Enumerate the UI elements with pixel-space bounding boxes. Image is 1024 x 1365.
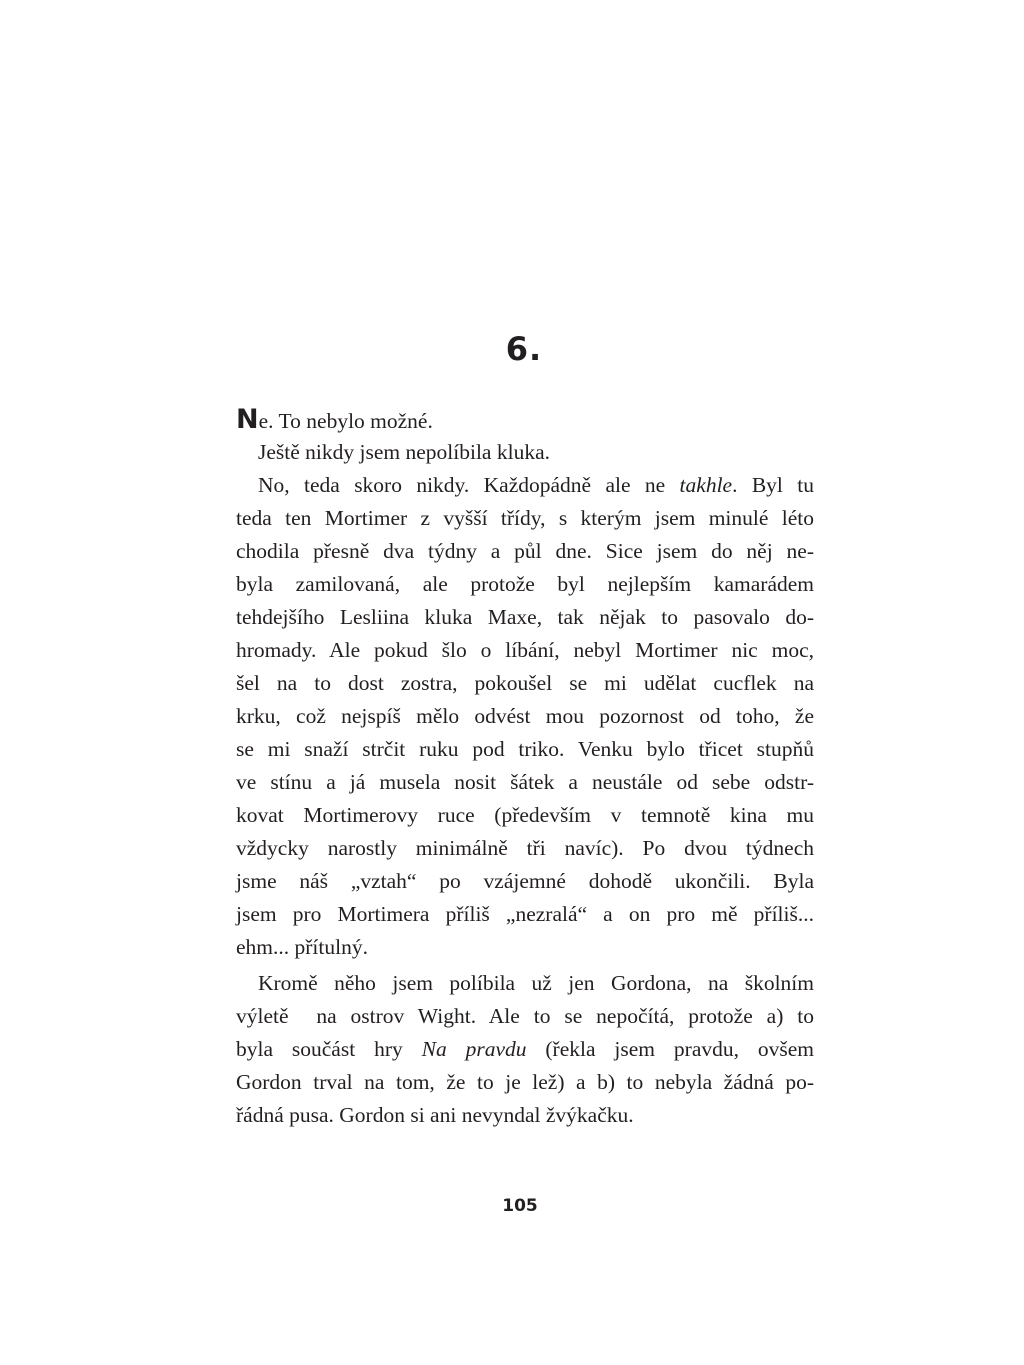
text-line bbox=[236, 766, 814, 799]
text-run: ve stínu a já musela nosit šátek a neustále od sebe odstr- bbox=[236, 770, 814, 794]
text-run: . Byl tu bbox=[732, 473, 814, 497]
text-run: teda ten Mortimer z vyšší třídy, s kterým jsem minulé léto bbox=[236, 506, 814, 530]
text-line bbox=[236, 832, 814, 865]
text-run: výletě na ostrov Wight. Ale to se nepočítá, protože a) to bbox=[236, 1004, 814, 1028]
text-line bbox=[236, 568, 814, 601]
text-line bbox=[236, 601, 814, 634]
text-run: tehdejšího Lesliina kluka Maxe, tak nějak to pasovalo do- bbox=[236, 605, 814, 629]
text-run: Ještě nikdy jsem nepolíbila kluka. bbox=[258, 440, 550, 464]
text-run: vždycky narostly minimálně tři navíc). Po dvou týdnech bbox=[236, 836, 814, 860]
text-line bbox=[236, 733, 814, 766]
text-run: krku, což nejspíš mělo odvést mou pozornost od toho, že bbox=[236, 704, 814, 728]
text-line bbox=[236, 535, 814, 568]
page-number: 105 bbox=[502, 1196, 538, 1216]
text-run: Kromě něho jsem políbila už jen Gordona, na školním bbox=[258, 971, 814, 995]
text-line bbox=[236, 931, 814, 964]
text-line bbox=[236, 1033, 814, 1066]
text-run: se mi snaží strčit ruku pod triko. Venku bylo třicet stupňů bbox=[236, 737, 814, 761]
text-run: jsem pro Mortimera příliš „nezralá“ a on pro mě příliš... bbox=[236, 902, 814, 926]
text-line bbox=[236, 469, 814, 502]
text-line bbox=[236, 403, 814, 436]
text-line bbox=[236, 898, 814, 931]
text-line bbox=[236, 700, 814, 733]
text-run: e. To nebylo možné. bbox=[258, 409, 433, 433]
text-run: No, teda skoro nikdy. Každopádně ale ne bbox=[258, 473, 680, 497]
body-text bbox=[236, 403, 814, 1132]
italic-text: Na pravdu bbox=[421, 1037, 527, 1061]
text-run: řádná pusa. Gordon si ani nevyndal žvýkačku. bbox=[236, 1103, 634, 1127]
text-run: kovat Mortimerovy ruce (především v temnotě kina mu bbox=[236, 803, 814, 827]
text-run: jsme náš „vztah“ po vzájemné dohodě ukončili. Byla bbox=[236, 869, 814, 893]
text-run: chodila přesně dva týdny a půl dne. Sice jsem do něj ne- bbox=[236, 539, 814, 563]
text-run: šel na to dost zostra, pokoušel se mi udělat cucflek na bbox=[236, 671, 814, 695]
text-run: ehm... přítulný. bbox=[236, 935, 368, 959]
text-run: Gordon trval na tom, že to je lež) a b) to nebyla žádná po- bbox=[236, 1070, 814, 1094]
text-run: byla zamilovaná, ale protože byl nejlepším kamarádem bbox=[236, 572, 814, 596]
text-line bbox=[236, 502, 814, 535]
text-run: byla součást hry bbox=[236, 1037, 422, 1061]
chapter-number: 6. bbox=[505, 330, 543, 368]
text-line bbox=[236, 799, 814, 832]
initial-letter: N bbox=[236, 404, 259, 435]
text-line bbox=[236, 1066, 814, 1099]
text-line bbox=[236, 1099, 814, 1132]
text-line bbox=[236, 436, 814, 469]
text-line bbox=[236, 1000, 814, 1033]
text-line bbox=[236, 865, 814, 898]
text-line bbox=[236, 967, 814, 1000]
italic-text: takhle bbox=[679, 473, 733, 497]
text-run: (řekla jsem pravdu, ovšem bbox=[526, 1037, 814, 1061]
text-line bbox=[236, 634, 814, 667]
text-run: hromady. Ale pokud šlo o líbání, nebyl Mortimer nic moc, bbox=[236, 638, 814, 662]
text-line bbox=[236, 667, 814, 700]
